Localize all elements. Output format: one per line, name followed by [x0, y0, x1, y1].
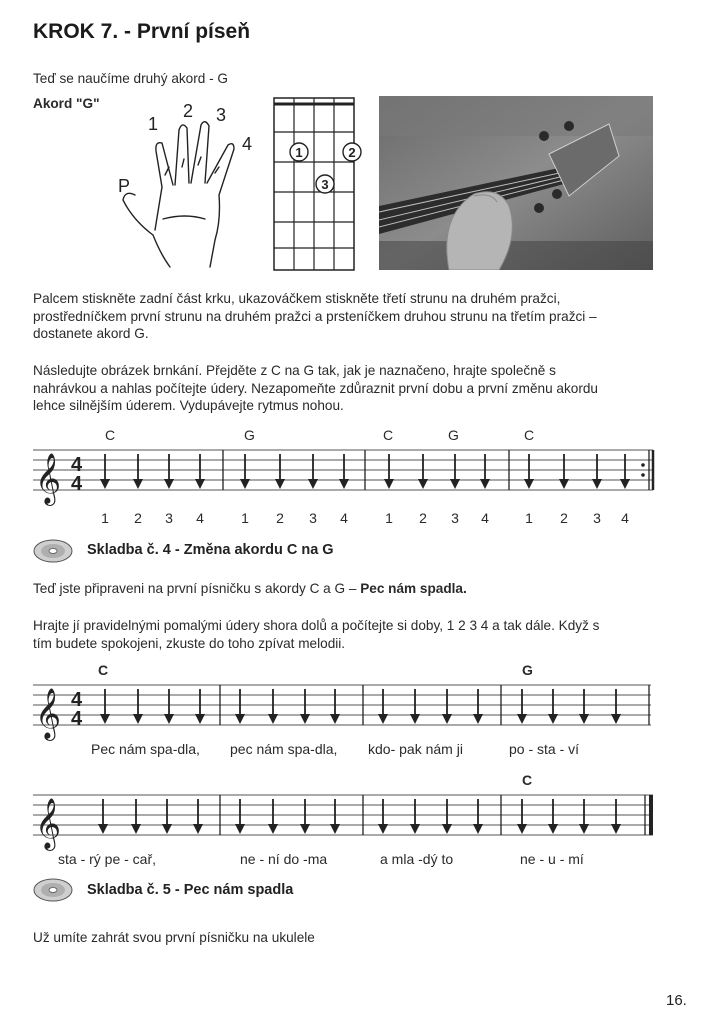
text-line: Následujte obrázek brnkání. Přejděte z C na G tak, jak je naznačeno, hrajte společně s	[33, 363, 556, 378]
hand-diagram	[115, 95, 265, 270]
finger-dot-1	[290, 143, 308, 161]
chord-name: C	[98, 662, 109, 678]
chord-name: C	[383, 427, 394, 443]
lyric: ne - u - mí	[520, 851, 584, 867]
down-strum-arrow	[378, 799, 388, 834]
repeat-dot	[641, 463, 645, 467]
down-strum-arrow	[410, 799, 420, 834]
chord-name: C	[522, 772, 533, 788]
down-strum-arrow	[524, 454, 534, 489]
down-strum-arrow	[384, 454, 394, 489]
down-strum-arrow	[195, 689, 205, 724]
song-title: Pec nám spadla.	[360, 581, 467, 596]
down-strum-arrow	[133, 689, 143, 724]
time-signature-top: 4	[71, 689, 83, 711]
text-line: prostředníčkem první strunu na druhém pražci a prsteníčkem druhou strunu na třetím pražci –	[33, 308, 597, 324]
down-strum-arrow	[164, 689, 174, 724]
down-strum-arrow	[548, 799, 558, 834]
down-strum-arrow	[193, 799, 203, 834]
down-strum-arrow	[418, 454, 428, 489]
ukulele-photo	[379, 96, 653, 270]
down-strum-arrow	[100, 454, 110, 489]
treble-clef: 𝄞	[35, 689, 62, 738]
lyric: a mla -dý to	[380, 851, 454, 867]
down-strum-arrow	[559, 454, 569, 489]
text-line: nahrávkou a nahlas počítejte údery. Nezapomeňte zdůraznit první dobu a první změnu akordu	[33, 380, 598, 396]
beat-count: 1	[385, 510, 393, 526]
staff-lines	[33, 795, 653, 835]
finger-label-3: 3	[216, 105, 227, 125]
beat-count: 1	[241, 510, 249, 526]
chord-name: C	[105, 427, 116, 443]
down-strum-arrow	[330, 799, 340, 834]
chord-label: Akord "G"	[33, 96, 100, 111]
track-5-title: Skladba č. 5 - Pec nám spadla	[87, 882, 294, 898]
down-strum-arrow	[473, 799, 483, 834]
chord-name: G	[522, 662, 533, 678]
beat-count: 1	[525, 510, 533, 526]
beat-count: 2	[419, 510, 427, 526]
down-strum-arrow	[442, 689, 452, 724]
down-strum-arrow	[611, 689, 621, 724]
lyric: po - sta - ví	[509, 741, 580, 757]
down-strum-arrow	[300, 799, 310, 834]
repeat-dot	[641, 473, 645, 477]
down-strum-arrow	[620, 454, 630, 489]
finger-dot-3	[316, 175, 334, 193]
down-strum-arrow	[579, 689, 589, 724]
finger-label-2: 2	[183, 101, 194, 121]
text-line: dostanete akord G.	[33, 326, 149, 341]
down-strum-arrow	[410, 689, 420, 724]
svg-text:3: 3	[321, 177, 329, 192]
down-strum-arrow	[480, 454, 490, 489]
down-strum-arrow	[275, 454, 285, 489]
down-strum-arrow	[378, 689, 388, 724]
text-line: Hrajte jí pravidelnými pomalými údery shora dolů a počítejte si doby, 1 2 3 4 a tak dále. Když s	[33, 618, 600, 633]
down-strum-arrow	[300, 689, 310, 724]
beat-count: 3	[309, 510, 317, 526]
down-strum-arrow	[611, 799, 621, 834]
down-strum-arrow	[131, 799, 141, 834]
svg-text:1: 1	[295, 145, 303, 160]
down-strum-arrow	[442, 799, 452, 834]
strum-exercise	[33, 425, 663, 535]
lyric: Pec nám spa-dla,	[91, 741, 200, 757]
treble-clef: 𝄞	[35, 799, 62, 848]
down-strum-arrow	[592, 454, 602, 489]
down-strum-arrow	[268, 799, 278, 834]
svg-text:2: 2	[348, 145, 356, 160]
down-strum-arrow	[235, 689, 245, 724]
down-strum-arrow	[450, 454, 460, 489]
exercise-staff	[33, 425, 663, 535]
paragraph-chord-instructions	[33, 290, 663, 343]
time-signature-bottom: 4	[71, 473, 83, 495]
paragraph-song-instructions	[33, 617, 673, 652]
intro-text: Teď se naučíme druhý akord - G	[33, 71, 228, 86]
down-strum-arrow	[195, 454, 205, 489]
down-strum-arrow	[339, 454, 349, 489]
beat-count: 2	[276, 510, 284, 526]
finger-label-p: P	[118, 176, 131, 196]
lyric: kdo- pak nám ji	[368, 741, 463, 757]
down-strum-arrow	[517, 799, 527, 834]
beat-counts	[101, 510, 629, 526]
beat-count: 2	[560, 510, 568, 526]
cd-icon	[33, 875, 73, 905]
hand-outline	[123, 122, 234, 267]
staff-lines	[33, 685, 651, 725]
lyric: ne - ní do -ma	[240, 851, 328, 867]
finger-dot-2	[343, 143, 361, 161]
beat-count: 3	[165, 510, 173, 526]
page-number: 16.	[666, 992, 687, 1009]
chord-name: G	[244, 427, 255, 443]
treble-clef: 𝄞	[35, 454, 62, 503]
page-title: KROK 7. - První píseň	[33, 20, 251, 43]
outro-text: Už umíte zahrát svou první písničku na ukulele	[33, 930, 315, 945]
cd-icon	[33, 536, 73, 566]
chord-chart-g	[272, 96, 367, 274]
down-strum-arrow	[268, 689, 278, 724]
down-strum-arrow	[235, 799, 245, 834]
beat-count: 3	[593, 510, 601, 526]
down-strum-arrow	[240, 454, 250, 489]
down-strum-arrow	[164, 454, 174, 489]
lyric: pec nám spa-dla,	[230, 741, 338, 757]
finger-label-1: 1	[148, 114, 159, 134]
time-signature-bottom: 4	[71, 708, 83, 730]
down-strum-arrow	[308, 454, 318, 489]
beat-count: 4	[340, 510, 348, 526]
down-strum-arrow	[98, 799, 108, 834]
down-strum-arrow	[133, 454, 143, 489]
lyric: sta - rý pe - cař,	[58, 851, 157, 867]
time-signature-top: 4	[71, 454, 83, 476]
strum-arrows	[100, 689, 621, 724]
strum-arrows	[98, 799, 621, 834]
beat-count: 2	[134, 510, 142, 526]
chord-name: C	[524, 427, 535, 443]
down-strum-arrow	[100, 689, 110, 724]
text-line: tím budete spokojeni, zkuste do toho zpívat melodii.	[33, 635, 346, 651]
finger-label-4: 4	[242, 134, 253, 154]
song-intro	[33, 580, 467, 598]
down-strum-arrow	[579, 799, 589, 834]
song-intro-text: Teď jste připraveni na první písničku s akordy C a G –	[33, 581, 361, 596]
chord-name: G	[448, 427, 459, 443]
beat-count: 4	[481, 510, 489, 526]
down-strum-arrow	[517, 689, 527, 724]
song-staff-2	[33, 770, 663, 870]
text-line: lehce silnějším úderem. Vydupávejte rytmus nohou.	[33, 398, 344, 413]
track-4-title: Skladba č. 4 - Změna akordu C na G	[87, 542, 334, 558]
beat-count: 3	[451, 510, 459, 526]
beat-count: 4	[196, 510, 204, 526]
beat-count: 1	[101, 510, 109, 526]
down-strum-arrow	[473, 689, 483, 724]
down-strum-arrow	[548, 689, 558, 724]
song-staff-1	[33, 660, 663, 760]
down-strum-arrow	[162, 799, 172, 834]
paragraph-strumming	[33, 362, 663, 415]
text-line: Palcem stiskněte zadní část krku, ukazováčkem stiskněte třetí strunu na druhém pražci,	[33, 291, 561, 306]
beat-count: 4	[621, 510, 629, 526]
down-strum-arrow	[330, 689, 340, 724]
